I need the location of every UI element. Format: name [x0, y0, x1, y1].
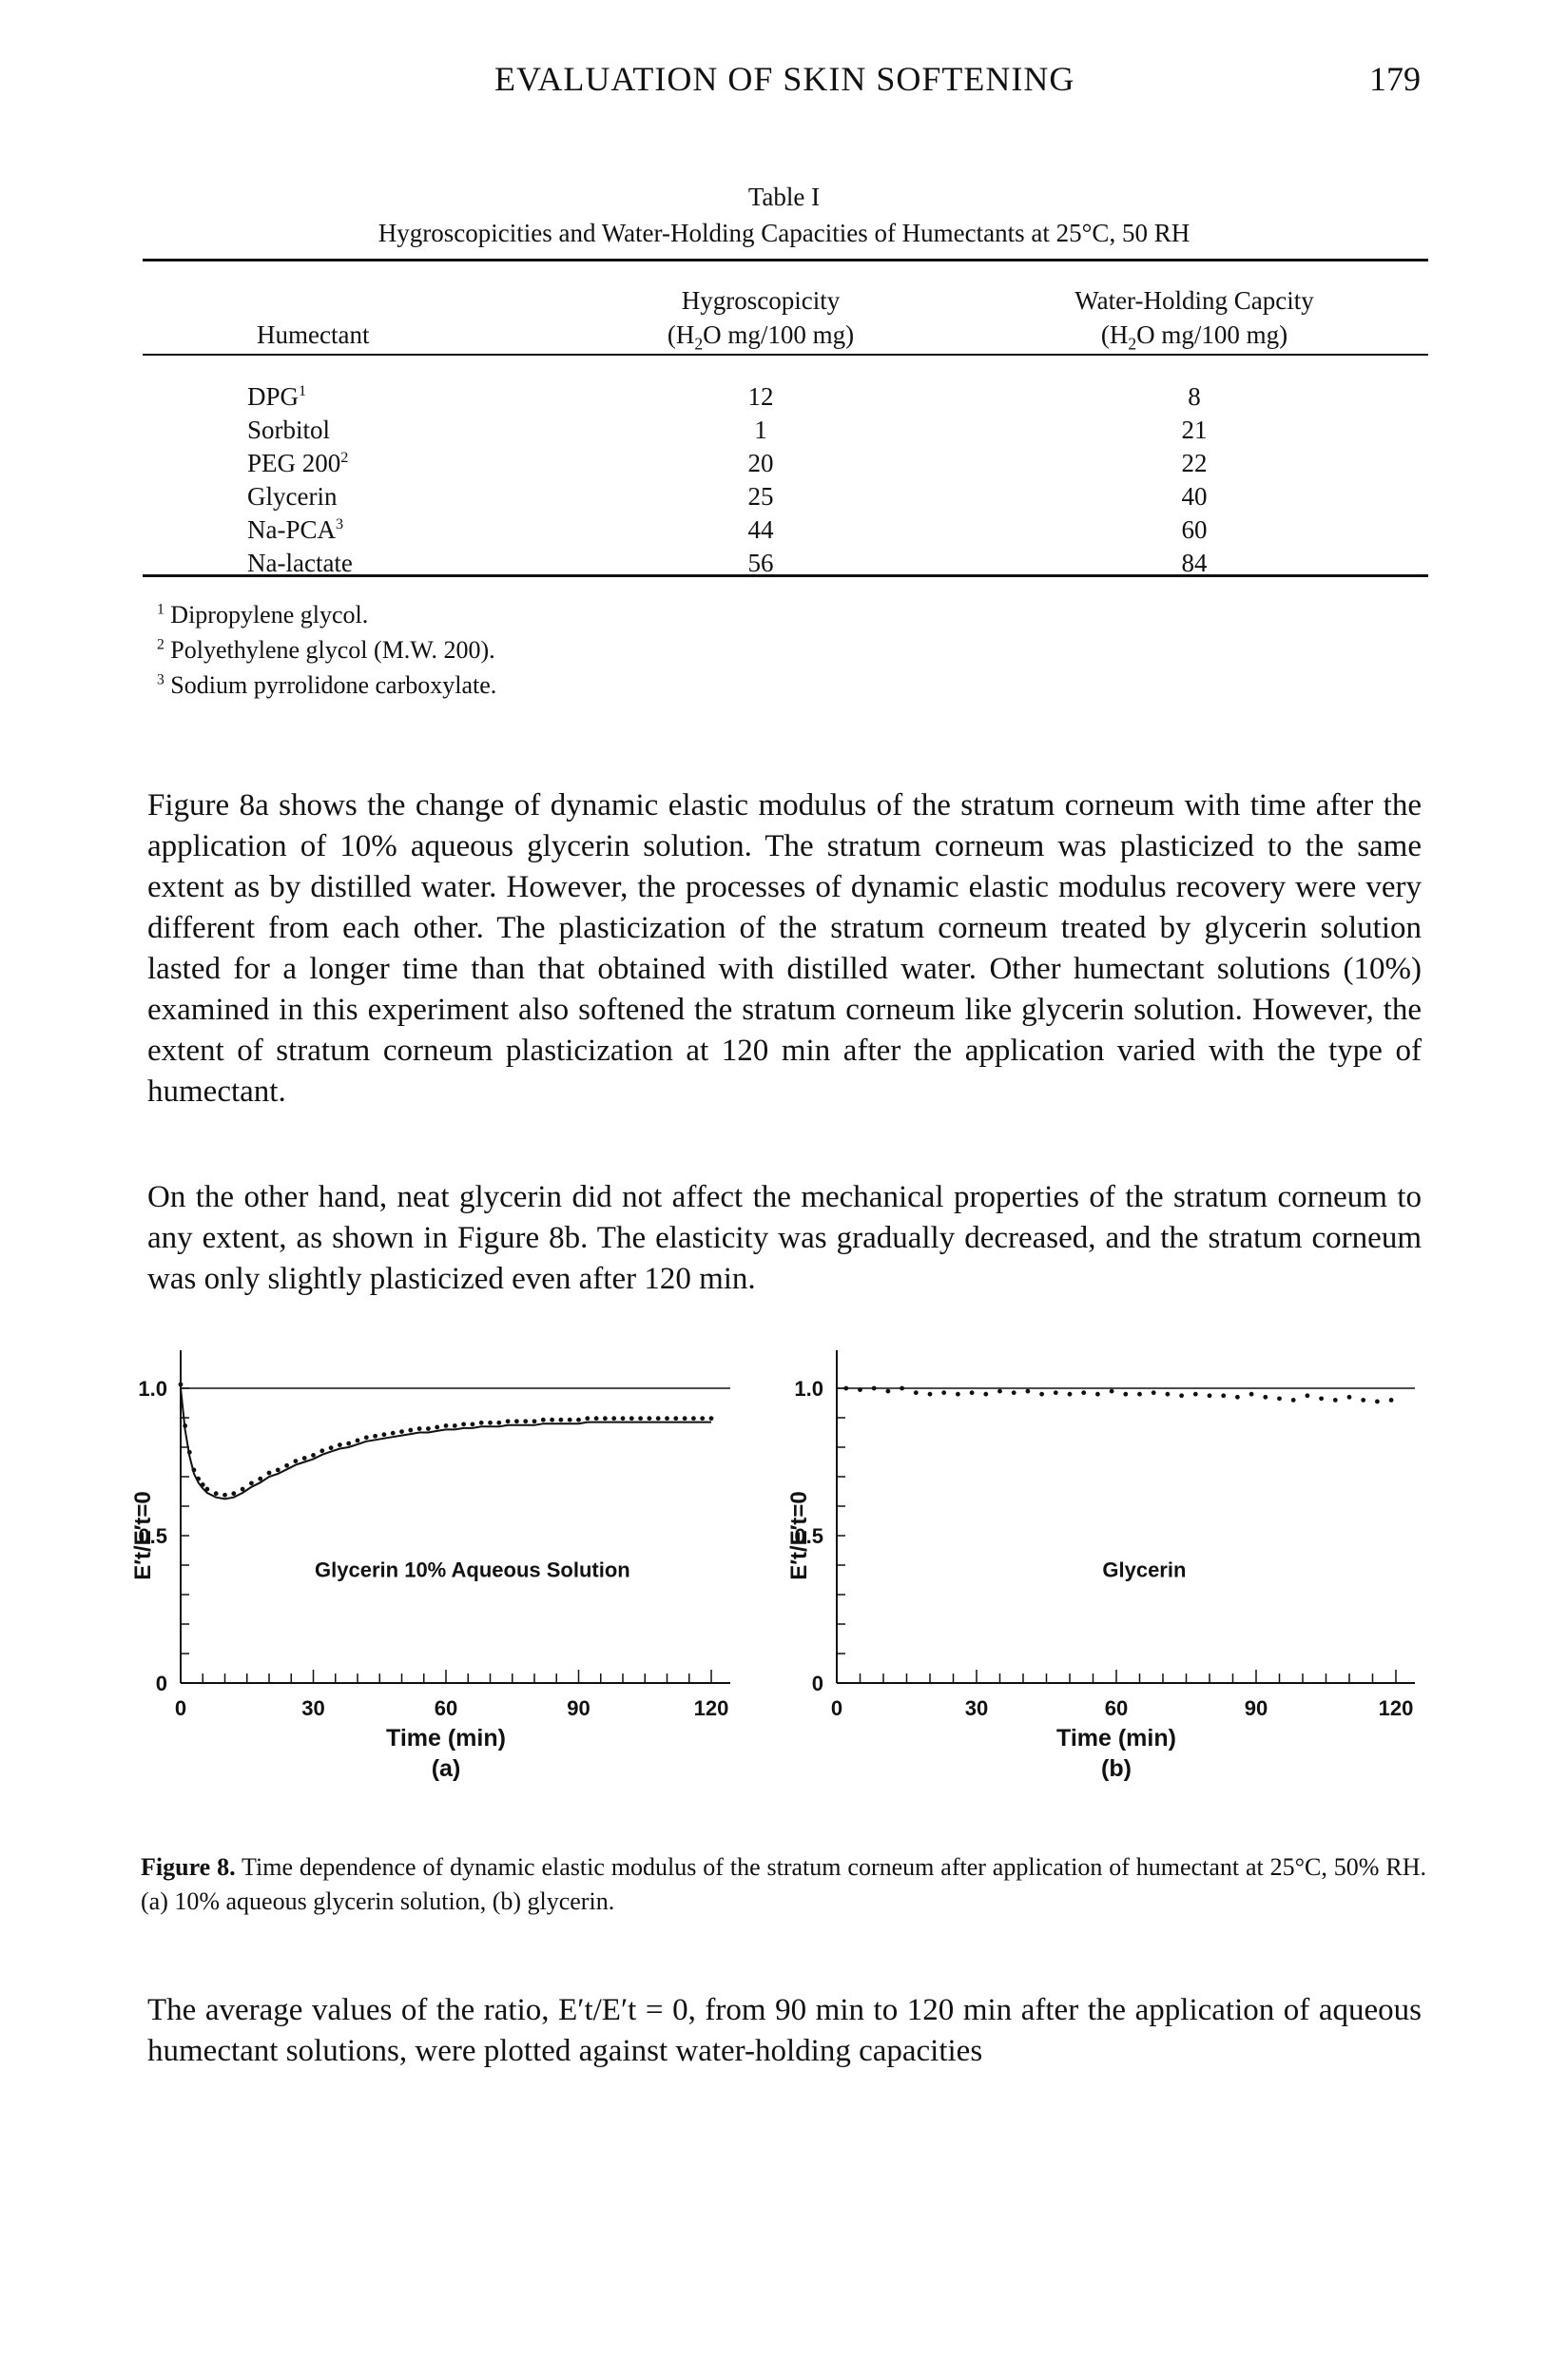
y-axis-label: E′t/E′t=0: [133, 1491, 156, 1580]
data-point: [506, 1419, 511, 1423]
figure-8a: [133, 1341, 761, 1835]
data-point: [700, 1416, 705, 1421]
data-point: [223, 1493, 227, 1498]
data-point: [1095, 1392, 1100, 1397]
data-point: [249, 1480, 254, 1485]
data-point: [514, 1419, 519, 1423]
data-point: [629, 1416, 634, 1421]
data-point: [496, 1421, 501, 1425]
data-point: [1152, 1390, 1156, 1395]
data-point: [338, 1442, 342, 1447]
data-point: [611, 1416, 616, 1421]
table-row: Na-PCA$^3$ 44 60: [247, 515, 1208, 544]
data-point: [1333, 1398, 1338, 1403]
page-number: 179: [1369, 60, 1421, 98]
data-point: [435, 1425, 439, 1430]
table-caption: [143, 179, 1425, 251]
table-header-row: [143, 271, 1428, 363]
data-point: [568, 1418, 572, 1422]
data-point: [914, 1390, 919, 1395]
panel-annotation: Glycerin 10% Aqueous Solution: [315, 1558, 630, 1582]
data-point: [201, 1482, 205, 1487]
panel-label: (b): [1101, 1755, 1132, 1782]
data-point: [1012, 1390, 1016, 1395]
data-point: [523, 1419, 528, 1423]
data-point: [1054, 1390, 1058, 1395]
data-point: [179, 1383, 184, 1387]
data-point: [399, 1429, 404, 1434]
y-tick-label: 0: [155, 1672, 167, 1695]
data-point: [1179, 1393, 1184, 1398]
data-point: [187, 1450, 192, 1455]
x-tick-label: 0: [174, 1696, 187, 1720]
data-point: [1081, 1390, 1086, 1395]
data-point: [302, 1456, 307, 1461]
table-row: PEG $200^2$ 20 22: [247, 449, 1208, 477]
data-point: [196, 1477, 201, 1481]
paragraph-2: On the other hand, neat glycerin did not affect the mechanical properties of the stratum corneum to any extent, as shown in Figure 8b. The elasticity was gradually decreased, and the stratum corneum was only slightly plasticized even after 120 min.: [147, 1180, 1422, 1296]
fit-curve: [181, 1388, 711, 1499]
footnote: $^3$ Sodium pyrrolidone carboxylate.: [157, 671, 497, 699]
header-water-holding: Water-Holding Capcity ($H_2O$ mg/100 mg): [1074, 286, 1314, 354]
data-point: [709, 1416, 714, 1421]
data-point: [648, 1416, 652, 1421]
data-point: [444, 1423, 449, 1428]
data-point: [970, 1390, 975, 1395]
data-point: [550, 1418, 554, 1422]
data-point: [621, 1416, 626, 1421]
y-tick-label: 0.5: [138, 1524, 167, 1548]
data-point: [1306, 1393, 1310, 1398]
data-point: [364, 1435, 369, 1440]
table-footnotes: [157, 597, 496, 703]
data-point: [205, 1487, 210, 1492]
x-axis-label: Time (min): [1056, 1725, 1176, 1751]
humectant-table: [143, 271, 1428, 580]
paragraph-1: Figure 8a shows the change of dynamic elastic modulus of the stratum corneum with time after the application of 10% aqueous glycerin solution. The stratum corneum was plasticized to the same extent as by distilled water. However, the processes of dynamic elastic modulus recovery were very different from each other. The plasticization of the stratum corneum treated by glycerin solution lasted for a longer time than that obtained with distilled water. Other humectant solutions (10%) examined in this experiment also softened the stratum corneum like glycerin solution. However, the extent of stratum corneum plasticization at 120 min after the application varied with the type of humectant.: [147, 788, 1422, 1109]
data-point: [1249, 1392, 1254, 1397]
table-title: Hygroscopicities and Water-Holding Capacities of Humectants at 25°C, 50 RH: [377, 219, 1191, 247]
data-point: [872, 1386, 877, 1391]
data-point: [928, 1392, 933, 1397]
y-tick-label: 1.0: [794, 1377, 823, 1401]
data-point: [192, 1468, 197, 1473]
data-point: [1375, 1400, 1380, 1404]
x-tick-label: 30: [964, 1696, 989, 1720]
data-point: [576, 1418, 581, 1422]
data-point: [183, 1423, 187, 1428]
data-point: [1026, 1389, 1031, 1394]
x-axis-label: Time (min): [386, 1725, 506, 1751]
data-point: [241, 1487, 245, 1492]
data-point: [1361, 1398, 1365, 1403]
data-point: [1166, 1392, 1171, 1397]
data-point: [858, 1387, 862, 1392]
data-point: [1068, 1392, 1073, 1397]
figure-caption: [141, 1850, 1426, 1919]
data-point: [532, 1419, 537, 1423]
data-point: [997, 1389, 1002, 1394]
data-point: [1137, 1392, 1142, 1397]
data-point: [214, 1491, 219, 1496]
data-point: [1110, 1389, 1114, 1394]
x-tick-label: 60: [434, 1696, 458, 1720]
data-point: [356, 1439, 360, 1443]
data-point: [886, 1389, 891, 1394]
data-point: [1277, 1396, 1282, 1401]
x-tick-label: 120: [1378, 1696, 1414, 1720]
data-point: [594, 1416, 599, 1421]
chart-8b-svg: [789, 1341, 1436, 1835]
data-point: [294, 1459, 299, 1463]
data-point: [426, 1426, 431, 1431]
footnote: $^1$ Dipropylene glycol.: [157, 601, 369, 629]
data-point: [1389, 1398, 1394, 1403]
data-point: [1235, 1395, 1240, 1400]
x-tick-label: 30: [301, 1696, 325, 1720]
data-point: [665, 1416, 669, 1421]
data-point: [461, 1422, 466, 1426]
data-point: [284, 1463, 289, 1468]
table-row: Sorbitol 1 21: [247, 416, 1208, 444]
data-point: [1193, 1392, 1198, 1397]
data-point: [471, 1422, 475, 1426]
data-point: [1208, 1393, 1212, 1398]
data-point: [453, 1423, 457, 1428]
data-point: [408, 1428, 413, 1433]
data-point: [258, 1477, 262, 1481]
data-point: [956, 1392, 960, 1397]
data-point: [382, 1432, 387, 1437]
y-tick-label: 1.0: [138, 1377, 167, 1401]
data-point: [1221, 1393, 1226, 1398]
data-point: [329, 1445, 334, 1450]
data-point: [1291, 1398, 1296, 1403]
data-point: [488, 1421, 493, 1425]
x-tick-label: 0: [830, 1696, 843, 1720]
data-point: [673, 1416, 678, 1421]
data-point: [1039, 1392, 1044, 1397]
table-row: Na-lactate 56 84: [247, 549, 1208, 577]
data-point: [559, 1418, 564, 1422]
page-header: [0, 59, 1568, 116]
data-point: [1319, 1396, 1324, 1401]
running-head: EVALUATION OF SKIN SOFTENING: [494, 60, 1075, 98]
figure-8b: [789, 1341, 1436, 1835]
data-point: [319, 1448, 324, 1453]
data-point: [585, 1416, 590, 1421]
table-row: DPG$^1$ 12 8: [247, 382, 1201, 411]
table-top-rule: [143, 259, 1428, 261]
x-tick-label: 90: [567, 1696, 590, 1720]
header-hygroscopicity: Hygroscopicity ($H_2O$ mg/100 mg): [667, 286, 855, 354]
chart-8a-svg: [133, 1341, 761, 1835]
data-point: [900, 1386, 904, 1391]
data-point: [691, 1416, 696, 1421]
data-point: [541, 1418, 546, 1422]
data-point: [1347, 1395, 1352, 1400]
header-humectant: Humectant: [257, 320, 370, 349]
data-point: [276, 1468, 281, 1473]
y-tick-label: 0: [811, 1672, 823, 1695]
data-point: [391, 1431, 396, 1436]
panel-label: (a): [431, 1755, 461, 1782]
data-point: [231, 1491, 236, 1496]
y-tick-label: 0.5: [794, 1524, 823, 1548]
data-point: [941, 1390, 946, 1395]
data-point: [346, 1442, 351, 1446]
panel-annotation: Glycerin: [1102, 1558, 1187, 1582]
data-point: [1123, 1392, 1128, 1397]
figure-caption-label: Figure 8.: [141, 1853, 236, 1881]
x-tick-label: 90: [1244, 1696, 1268, 1720]
data-point: [267, 1471, 272, 1476]
data-point: [683, 1416, 687, 1421]
table-number: Table I: [747, 183, 821, 211]
figure-caption-text: Time dependence of dynamic elastic modulus of the stratum corneum after application of humectant at 25°C, 50% RH. (a) 10% aqueous glycerin solution, (b) glycerin.: [141, 1853, 1426, 1915]
y-axis-label: E′t/E′t=0: [789, 1491, 812, 1580]
data-point: [479, 1421, 484, 1425]
data-point: [656, 1416, 661, 1421]
data-point: [311, 1453, 316, 1458]
data-point: [983, 1392, 988, 1397]
x-tick-label: 60: [1104, 1696, 1129, 1720]
data-point: [603, 1416, 608, 1421]
table-row: Glycerin 25 40: [247, 482, 1208, 511]
data-point: [843, 1386, 848, 1391]
footnote: $^2$ Polyethylene glycol (M.W. 200).: [157, 636, 495, 664]
x-tick-label: 120: [693, 1696, 729, 1720]
paragraph-3: The average values of the ratio, E′t/E′t = 0, from 90 min to 120 min after the application of aqueous humectant solutions, were plotted against water-holding capacities: [147, 1993, 1422, 2068]
data-point: [638, 1416, 643, 1421]
data-point: [373, 1434, 377, 1439]
data-point: [1263, 1395, 1268, 1400]
data-point: [417, 1426, 422, 1431]
